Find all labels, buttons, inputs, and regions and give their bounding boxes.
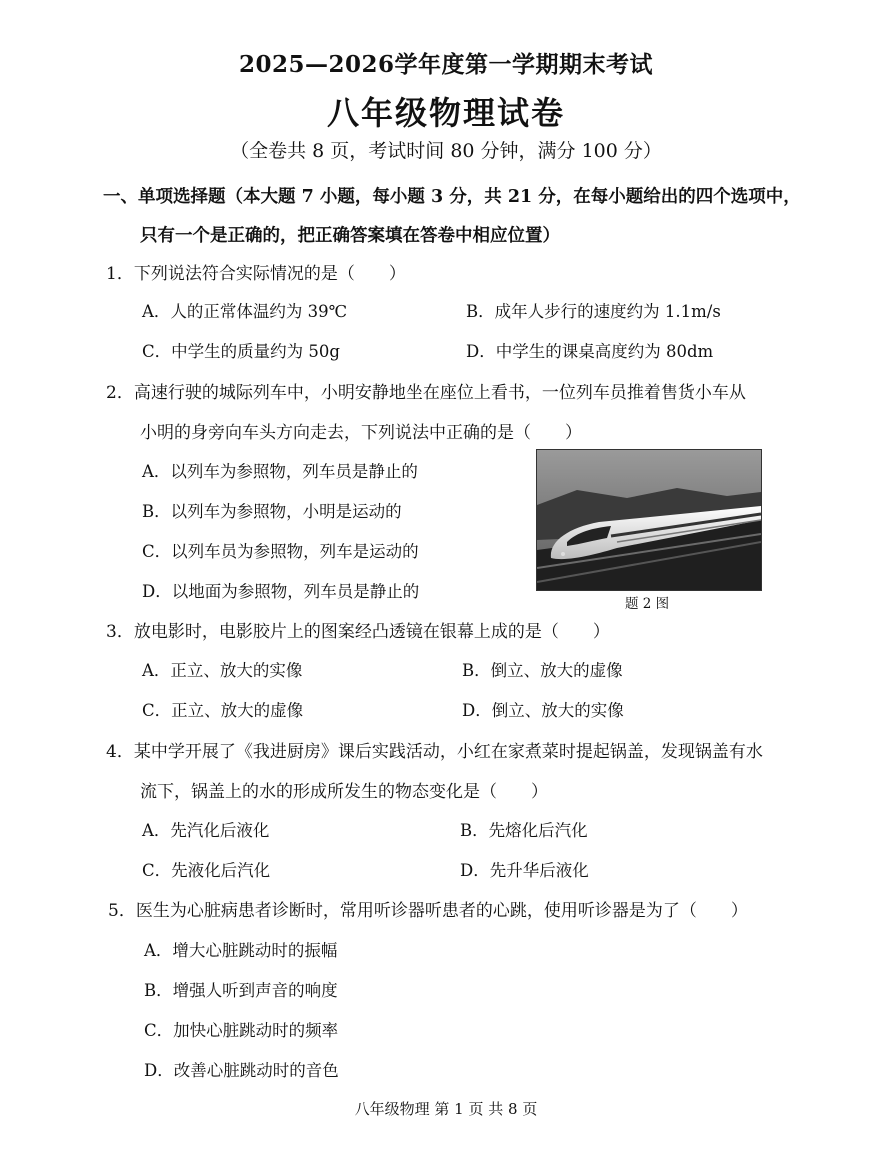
question-1-option-a: A．人的正常体温约为 39℃ — [142, 302, 348, 321]
figure-caption: 题 2 图 — [625, 596, 670, 612]
question-4-option-b: B．先熔化后汽化 — [460, 821, 588, 840]
question-2-option-d: D．以地面为参照物，列车员是静止的 — [142, 582, 420, 601]
high-speed-train-illustration — [537, 450, 761, 590]
question-4-option-a: A．先汽化后液化 — [142, 821, 270, 840]
question-1-option-b: B．成年人步行的速度约为 1.1m/s — [466, 302, 721, 321]
exam-note: （全卷共 8 页，考试时间 80 分钟，满分 100 分） — [230, 140, 662, 162]
section-heading: 一、单项选择题（本大题 7 小题，每小题 3 分，共 21 分，在每小题给出的四个选项中， — [103, 187, 801, 207]
page-footer: 八年级物理 第 1 页 共 8 页 — [354, 1100, 538, 1118]
question-2-stem-line2: 小明的身旁向车头方向走去，下列说法中正确的是（ ） — [140, 423, 582, 443]
question-2-option-b: B．以列车为参照物，小明是运动的 — [142, 502, 402, 521]
question-2-option-a: A．以列车为参照物，列车员是静止的 — [142, 462, 418, 481]
question-4-stem-line1: 4．某中学开展了《我进厨房》课后实践活动，小红在家煮菜时提起锅盖，发现锅盖有水 — [106, 742, 763, 762]
question-1-option-c: C．中学生的质量约为 50g — [142, 342, 340, 361]
question-1-option-d: D．中学生的课桌高度约为 80dm — [466, 342, 714, 361]
question-5-option-c: C．加快心脏跳动时的频率 — [144, 1021, 339, 1040]
question-5-stem: 5．医生为心脏病患者诊断时，常用听诊器听患者的心跳，使用听诊器是为了（ ） — [108, 901, 748, 921]
question-3-option-b: B．倒立、放大的虚像 — [462, 661, 623, 680]
question-3-option-c: C．正立、放大的虚像 — [142, 701, 304, 720]
question-4-stem-line2: 流下，锅盖上的水的形成所发生的物态变化是（ ） — [140, 782, 548, 802]
question-3-stem: 3．放电影时，电影胶片上的图案经凸透镜在银幕上成的是（ ） — [106, 622, 610, 642]
question-2-stem-line1: 2．高速行驶的城际列车中，小明安静地坐在座位上看书，一位列车员推着售货小车从 — [106, 383, 746, 403]
question-5-option-a: A．增大心脏跳动时的振幅 — [144, 941, 338, 960]
paper-subtitle: 八年级物理试卷 — [326, 94, 565, 132]
question-5-option-d: D．改善心脏跳动时的音色 — [144, 1061, 339, 1080]
question-3-option-d: D．倒立、放大的实像 — [462, 701, 624, 720]
question-1-stem: 1．下列说法符合实际情况的是（ ） — [106, 264, 406, 284]
question-2-option-c: C．以列车员为参照物，列车是运动的 — [142, 542, 419, 561]
train-figure-image — [536, 449, 762, 591]
section-heading-continued: 只有一个是正确的，把正确答案填在答卷中相应位置） — [140, 226, 560, 246]
exam-title: 2025—2026学年度第一学期期末考试 — [238, 51, 654, 78]
question-4-option-d: D．先升华后液化 — [460, 861, 589, 880]
question-4-option-c: C．先液化后汽化 — [142, 861, 271, 880]
question-3-option-a: A．正立、放大的实像 — [142, 661, 303, 680]
question-5-option-b: B．增强人听到声音的响度 — [144, 981, 338, 1000]
